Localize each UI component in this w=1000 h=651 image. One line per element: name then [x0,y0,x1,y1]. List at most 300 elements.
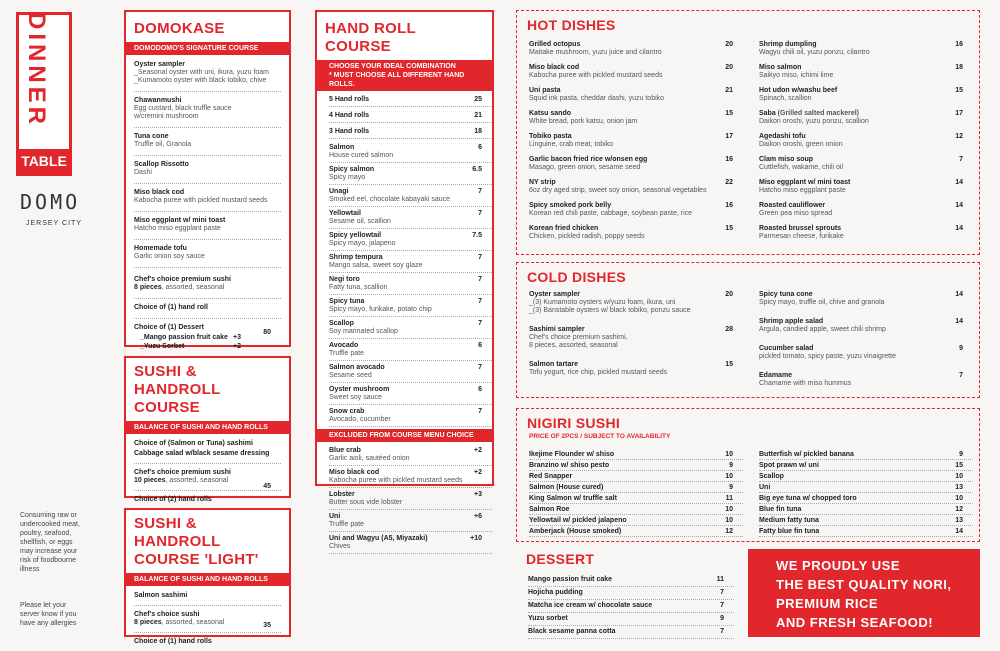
list-item [759,515,973,526]
dish-name-text: Sashimi sampler [529,326,585,333]
sushi-light-section [124,508,291,645]
list-item [528,574,734,587]
item-desc: Wagyu chili oil, yuzu ponzu, cilantro [759,49,870,56]
dish-name [529,202,743,210]
item-price: 13 [955,484,963,491]
dish-price: 9 [959,345,963,352]
promo-line-1: WE PROUDLY USE [776,558,901,573]
item-name: Medium fatty tuna [759,517,819,524]
item-desc: Mango salsa, sweet soy glaze [329,262,423,269]
item-price: 7 [478,254,482,261]
dish-price: 28 [725,326,733,333]
nigiri-subtitle: PRICE OF 2PCS / SUBJECT TO AVAILABILITY [529,433,671,440]
item-desc: Kabocha puree with pickled mustard seeds [329,477,463,484]
dish-name [529,110,743,118]
dish-name-text: Roasted brussel sprouts [759,225,842,232]
item-desc: _Kumamoto oyster with black tobiko, chive [134,77,267,84]
dish-price: 14 [955,179,963,186]
dish-item [759,318,973,334]
list-item [528,587,734,600]
item-price: 10 [955,495,963,502]
dessert-option [134,334,281,343]
dish-item [759,133,973,149]
dish-price: 14 [955,225,963,232]
allergy-note: Please let your server know if you have any allergies [20,602,77,627]
dish-name-text: Salmon tartare [529,361,579,368]
dish-price: 7 [959,156,963,163]
item-desc: Sweet soy sauce [329,394,382,401]
domokase-bar: DOMODOMO'S SIGNATURE COURSE [126,42,289,55]
cold-dishes-title: COLD DISHES [527,269,626,285]
dish-price: 7 [959,372,963,379]
list-item [528,600,734,613]
item-desc: w/cremini mushroom [134,113,199,120]
item-desc: 6oz dry aged strip, sweet soy onion, seasonal vegetables [529,187,707,194]
item-price: 10 [725,506,733,513]
item-name: Red Snapper [529,473,573,480]
nigiri-right-col [759,449,973,537]
dish-price: 21 [725,87,733,94]
item-name: Tuna cone [134,133,169,140]
domokase-chefs: Chef's choice premium sushi 8 pieces, assorted, seasonal [134,273,281,299]
hand-roll-item [329,510,492,532]
list-item [529,493,743,504]
item-name: Blue crab [329,447,361,454]
hand-roll-items [317,139,492,427]
item-price: 7 [720,628,724,635]
dish-price: 14 [955,318,963,325]
item-name: 3 Hand rolls [329,128,370,135]
dish-name-text: Uni pasta [529,87,561,94]
item-price: 9 [720,615,724,622]
item-desc: Tofu yogurt, rice chip, pickled mustard seeds [529,369,668,376]
dish-price: 16 [725,156,733,163]
dish-name [529,361,743,369]
dish-name [759,179,973,187]
dish-name [759,156,973,164]
dish-name-text: Shrimp dumpling [759,41,817,48]
item-desc: Spicy mayo [329,174,366,181]
item-name: Miso black cod [329,469,380,476]
item-name: Uni [329,513,341,520]
dish-name-text: Grilled octopus [529,41,581,48]
item-desc: Green pea miso spread [759,210,833,217]
sushi-course-bar: BALANCE OF SUSHI AND HAND ROLLS [126,421,289,434]
item-desc: Garlic aioli, sautéed onion [329,455,410,462]
item-desc: Garlic onion soy sauce [134,253,205,260]
hand-roll-counts [317,91,492,139]
item-desc: Chicken, pickled radish, poppy seeds [529,233,645,240]
dish-name [759,133,973,141]
item-desc: Kabocha puree with pickled mustard seeds [529,72,663,79]
dish-item [759,345,973,361]
item-price: 6 [478,144,482,151]
list-item [529,482,743,493]
dish-item [529,87,743,103]
item-desc: Chives [329,543,351,550]
dish-item [529,202,743,218]
dinner-label: DINNER [23,12,50,129]
hot-right-col [759,41,973,248]
dish-item [529,41,743,57]
item-price: 11 [725,495,733,502]
dish-name [759,64,973,72]
hand-roll-item [329,339,492,361]
item-desc: Spinach, scallion [759,95,812,102]
dish-name-text: Spicy tuna cone [759,291,813,298]
domokase-dessert-opts [134,334,281,352]
item-price: 7 [478,298,482,305]
domokase-price: 80 [263,329,271,336]
item-name: Unagi [329,188,349,195]
item-desc: Squid ink pasta, cheddar dashi, yuzu tobiko [529,95,665,102]
item-price: 25 [474,96,482,103]
sushi-course-title: SUSHI & HANDROLL COURSE [134,363,221,416]
dish-name-text: Roasted cauliflower [759,202,826,209]
item-desc: Egg custard, black truffle sauce [134,105,232,112]
item-desc: Sesame seed [329,372,372,379]
item-desc: Linguine, crab meat, tobiko [529,141,614,148]
domokase-item [134,97,281,128]
item-price: 10 [955,473,963,480]
item-name: Salmon Roe [529,506,570,513]
dish-item [759,372,973,388]
dish-price: 16 [725,202,733,209]
item-desc: Truffle oil, Granola [134,141,192,148]
item-desc: Kabocha puree with pickled mustard seeds [134,197,268,204]
dish-item [529,156,743,172]
item-price: 6.5 [472,166,482,173]
domokase-items [126,55,289,268]
dish-item [529,64,743,80]
item-desc: Truffle pate [329,521,365,528]
item-name: Negi toro [329,276,360,283]
list-item [759,482,973,493]
domokase-extras [126,273,289,352]
list-item [759,471,973,482]
nigiri-section [516,408,980,542]
dish-name [759,110,973,118]
dish-price: 22 [725,179,733,186]
item-desc: Dashi [134,169,152,176]
item-name: Salmon (House cured) [529,484,604,491]
item-name: Miso eggplant w/ mini toast [134,217,226,224]
sushi-light-title: SUSHI & HANDROLL COURSE 'LIGHT' [134,515,259,568]
domokase-item [134,61,281,92]
item-name: Black sesame panna cotta [528,628,616,635]
dish-name-text: Shrimp apple salad [759,318,824,325]
list-item [529,515,743,526]
dish-name-text: Katsu sando [529,110,572,117]
item-price: +2 [474,469,482,476]
domokase-dessert: Choice of (1) Dessert [134,324,205,331]
item-name: Yuzu sorbet [528,615,568,622]
item-name: Chawanmushi [134,97,182,104]
list-item [759,449,973,460]
item-desc: Chamame with miso hummus [759,380,852,387]
item-price: 18 [474,128,482,135]
dish-name [759,318,973,326]
list-item [529,471,743,482]
dish-name [529,41,743,49]
dish-name-text: NY strip [529,179,556,186]
item-name: Spot prawn w/ uni [759,462,819,469]
option-price: +2 [233,343,241,350]
item-desc: Korean red chili paste, cabbage, soybean paste, rice [529,210,693,217]
item-name: Hojicha pudding [528,589,583,596]
list-item [529,460,743,471]
item-name: 5 Hand rolls [329,96,370,103]
item-price: 6 [478,386,482,393]
sushi-light-price: 35 [263,622,271,629]
item-price: 7 [720,589,724,596]
hand-roll-item [329,488,492,510]
item-name: Yellowtail w/ pickled jalapeno [529,517,627,524]
domokase-item [134,245,281,268]
item-name: King Salmon w/ truffle salt [529,495,617,502]
item-desc: _Seasonal oyster with uni, ikura, yuzu foam [134,69,270,76]
hot-dishes-section [516,10,980,255]
dessert-items [516,574,734,639]
item-desc: _(3) Kumamoto oysters w/yuzu foam, ikura, uni [529,299,676,306]
item-name: 4 Hand rolls [329,112,370,119]
dish-price: 20 [725,291,733,298]
dessert-section [516,548,734,642]
promo-line-3: PREMIUM RICE [776,596,879,611]
item-name: Uni and Wagyu (A5, Miyazaki) [329,535,428,542]
dish-price: 15 [725,361,733,368]
hand-roll-item [329,273,492,295]
promo-line-4: AND FRESH SEAFOOD! [776,615,934,630]
hand-roll-item [329,163,492,185]
item-price: +10 [470,535,482,542]
promo-line-2: THE BEST QUALITY NORI, [776,577,952,592]
dish-name [529,156,743,164]
item-price: 7 [478,210,482,217]
hand-roll-count [329,107,492,123]
dish-name [759,41,973,49]
dish-item [529,225,743,241]
dish-price: 14 [955,202,963,209]
item-price: +6 [474,513,482,520]
item-price: 13 [955,517,963,524]
dish-name [759,291,973,299]
sushi-course-chefs: Chef's choice premium sushi 10 pieces, assorted, seasonal [134,464,281,491]
domokase-item [134,133,281,156]
sushi-course-line2: Cabbage salad w/black sesame dressing [134,448,281,464]
item-desc: Fatty tuna, scallion [329,284,388,291]
item-name: Butterfish w/ pickled banana [759,451,854,458]
option-price: +3 [233,334,241,341]
dish-price: 15 [725,110,733,117]
item-price: 7 [478,188,482,195]
sushi-light-line1: Salmon sashimi [134,592,281,606]
domokase-item [134,217,281,240]
domokase-title: DOMOKASE [134,20,225,37]
dish-item [759,41,973,57]
dish-name-text: Miso salmon [759,64,802,71]
hand-roll-item [329,141,492,163]
dish-name [529,326,743,334]
excluded-items [317,442,492,554]
item-desc: Argula, candied apple, sweet chili shrimp [759,326,886,333]
table-label: TABLE [19,149,69,173]
item-desc: Spicy mayo, truffle oil, chive and granola [759,299,885,306]
item-name: Avocado [329,342,359,349]
item-price: 7 [478,320,482,327]
dish-price: 15 [725,225,733,232]
dish-price: 12 [955,133,963,140]
hand-roll-item [329,444,492,466]
item-name: Snow crab [329,408,365,415]
hand-roll-item [329,317,492,339]
hot-left-col [529,41,743,248]
logo: DOMO [20,190,81,214]
dish-item [759,291,973,307]
item-desc: pickled tomato, spicy paste, yuzu vinaigrette [759,353,896,360]
raw-food-warning: Consuming raw or undercooked meat, poultry, seafood, shellfish, or eggs may increase your risk of foodbourne illness [20,512,80,573]
dish-name-text: Hot udon w/washu beef [759,87,838,94]
item-name: Shrimp tempura [329,254,383,261]
hand-roll-bar: CHOOSE YOUR IDEAL COMBINATION * MUST CHOOSE ALL DIFFERENT HAND ROLLS. [317,60,492,91]
sushi-course-section [124,356,291,503]
item-desc: Sesame oil, scallion [329,218,391,225]
dish-name [529,291,743,299]
domokase-item [134,161,281,184]
dish-name [759,87,973,95]
dish-price: 15 [955,87,963,94]
list-item [529,449,743,460]
hand-roll-item [329,207,492,229]
sushi-course-handrolls: Choice of (2) hand rolls [134,496,212,503]
item-desc: _(3) Banstable oysters w/ black tobiko, ponzu sauce [529,307,691,314]
item-desc: House cured salmon [329,152,394,159]
item-desc: Avocado, cucumber [329,416,391,423]
item-desc: Saikyo miso, ichimi lime [759,72,834,79]
dish-price: 16 [955,41,963,48]
item-name: Mango passion fruit cake [528,576,613,583]
item-desc: Masago, green onion, sesame seed [529,164,641,171]
sushi-course-line1: Choice of (Salmon or Tuna) sashimi [134,440,253,447]
item-name: Fatty blue fin tuna [759,528,820,535]
dish-price: 17 [955,110,963,117]
item-price: 10 [725,451,733,458]
dessert-option [134,343,281,352]
dish-name [759,345,973,353]
domokase-item [134,189,281,212]
list-item [759,460,973,471]
item-desc: Maitake mushroom, yuzu juice and cilantro [529,49,662,56]
list-item [529,504,743,515]
item-desc: Cuttlefish, wakame, chili oil [759,164,844,171]
item-name: Big eye tuna w/ chopped toro [759,495,857,502]
hand-roll-section [315,10,494,550]
item-name: Scallop [329,320,354,327]
dish-name-text: Clam miso soup [759,156,814,163]
item-desc: Soy marinated scallop [329,328,398,335]
item-name: Spicy salmon [329,166,375,173]
item-price: 14 [955,528,963,535]
dish-item [529,291,743,315]
cold-right-col [759,291,973,399]
domokase-handroll: Choice of (1) hand roll [134,299,281,319]
dish-name [759,372,973,380]
dish-name-text: Miso eggplant w/ mini toast [759,179,851,186]
item-name: Branzino w/ shiso pesto [529,462,610,469]
dish-name-text: Edamame [759,372,793,379]
sushi-light-handroll: Choice of (1) hand rolls [134,638,212,645]
hand-roll-item [329,185,492,207]
list-item [529,526,743,537]
city-label: JERSEY CITY [26,220,82,227]
dish-item [759,225,973,241]
sushi-light-bar: BALANCE OF SUSHI AND HAND ROLLS [126,573,289,586]
hand-roll-item [329,383,492,405]
item-price: 10 [725,473,733,480]
dish-price: 14 [955,291,963,298]
item-name: Uni [759,484,771,491]
item-desc: Hatcho miso eggplant paste [134,225,221,232]
list-item [759,526,973,537]
item-desc: Spicy mayo, furikake, potato chip [329,306,432,313]
dish-item [529,133,743,149]
item-price: 6 [478,342,482,349]
dish-name [529,133,743,141]
dish-price: 18 [955,64,963,71]
hand-roll-item [329,361,492,383]
sushi-light-chefs: Chef's choice sushi 8 pieces, assorted, seasonal [134,606,281,633]
item-price: 9 [959,451,963,458]
item-desc: Smoked eel, chocolate kabayaki sauce [329,196,451,203]
item-desc: Daikon oroshi, yuzu ponzu, scallion [759,118,869,125]
item-name: Homemade tofu [134,245,187,252]
item-price: 15 [955,462,963,469]
sushi-course-price: 45 [263,483,271,490]
hand-roll-item [329,229,492,251]
list-item [528,613,734,626]
item-name: Salmon [329,144,355,151]
item-desc: 8 pieces, assorted, seasonal [529,342,618,349]
dish-name-text: Cucumber salad [759,345,814,352]
dish-item [759,64,973,80]
list-item [528,626,734,639]
item-name: Oyster mushroom [329,386,390,393]
hand-roll-item [329,251,492,273]
dish-name-note: (Grilled salted mackerel) [775,110,859,117]
item-desc: White bread, pork katsu, onion jam [529,118,638,125]
dish-name [529,64,743,72]
dish-item [759,179,973,195]
nigiri-title: NIGIRI SUSHI [527,415,621,431]
item-name: Spicy tuna [329,298,365,305]
item-name: Lobster [329,491,355,498]
dish-item [759,87,973,103]
item-price: 10 [725,517,733,524]
dish-name-text: Oyster sampler [529,291,580,298]
item-desc: Chef's choice premium sashimi, [529,334,628,341]
item-price: 7.5 [472,232,482,239]
option-name: _Mango passion fruit cake [140,334,228,341]
dish-name-text: Garlic bacon fried rice w/onsen egg [529,156,648,163]
dish-name [759,202,973,210]
item-price: 7 [478,408,482,415]
item-desc: Spicy mayo, jalapeno [329,240,396,247]
hand-roll-item [329,532,492,554]
dish-name-text: Korean fried chicken [529,225,599,232]
hand-roll-item [329,295,492,317]
item-price: 9 [729,484,733,491]
item-price: 21 [474,112,482,119]
